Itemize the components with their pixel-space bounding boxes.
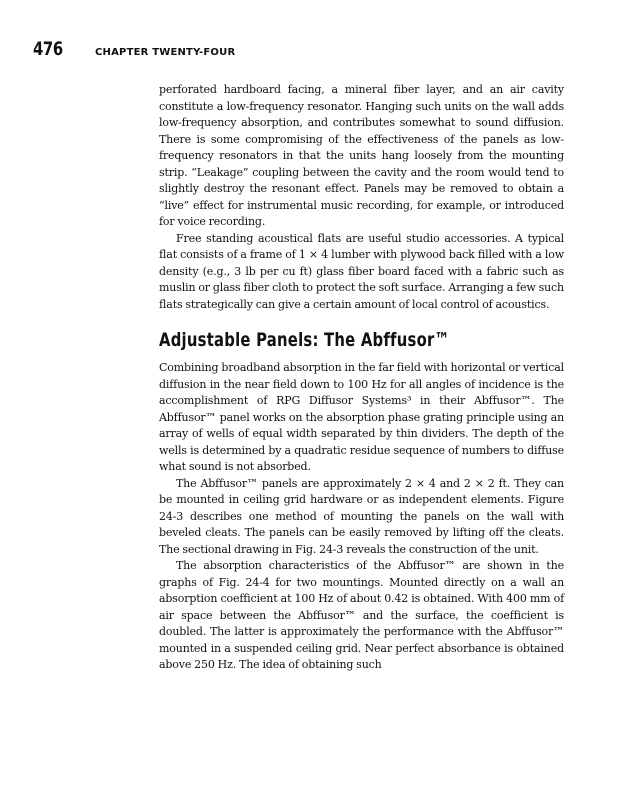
page-number: 476 [33, 38, 63, 60]
body-text [159, 82, 564, 674]
running-head [33, 38, 235, 64]
section-heading: Adjustable Panels: The Abffusor™ [159, 329, 450, 351]
paragraph: The Abffusor™ panels are approximately 2 × 4 and 2 × 2 ft. They can be mounted in ceiling grid hardware or as independent elements. Figure 24-3 describes one method of mounting the panels on the wall with beveled cleats. The panels can be easily removed by lifting off the cleats. The sectional drawing in Fig. 24-3 reveals the construction of the unit. [159, 476, 564, 556]
paragraph: Combining broadband absorption in the far field with horizontal or vertical diffusion in the near field down to 100 Hz for all angles of incidence is the accomplishment of RPG Diffusor Systems³ in their Abffusor™. The Abffusor™ panel works on the absorption phase grating principle using an array of wells of equal width separated by thin dividers. The depth of the wells is determined by a quadratic residue sequence of numbers to diffuse what sound is not absorbed. [159, 361, 564, 473]
paragraph: The absorption characteristics of the Abffusor™ are shown in the graphs of Fig. 24-4 for two mountings. Mounted directly on a wall an absorption coefficient at 100 Hz of about 0.42 is obtained. With 400 mm of air space between the Abffusor™ and the surface, the coefficient is doubled. The latter is approximately the performance with the Abffusor™ mounted in a suspended ceiling grid. Near perfect absorbance is obtained above 250 Hz. The idea of obtaining such [159, 559, 564, 671]
paragraph: Free standing acoustical flats are useful studio accessories. A typical flat consists of a frame of 1 × 4 lumber with plywood back filled with a low density (e.g., 3 lb per cu ft) glass fiber board faced with a fabric such as muslin or glass fiber cloth to protect the soft surface. Arranging a few such flats strategically can give a certain amount of local control of acoustics. [159, 231, 564, 311]
paragraph: perforated hardboard facing, a mineral fiber layer, and an air cavity constitute a low-frequency resonator. Hanging such units on the wall adds low-frequency absorption, and contributes somewhat to sound diffusion. There is some compromising of the effectiveness of the panels as low-frequency resonators in that the units hang loosely from the mounting strip. “Leakage” coupling between the cavity and the room would tend to slightly destroy the resonant effect. Panels may be removed to obtain a “live” effect for instrumental music recording, for example, or introduced for voice recording. [159, 83, 564, 228]
chapter-title: CHAPTER TWENTY-FOUR [95, 47, 236, 58]
